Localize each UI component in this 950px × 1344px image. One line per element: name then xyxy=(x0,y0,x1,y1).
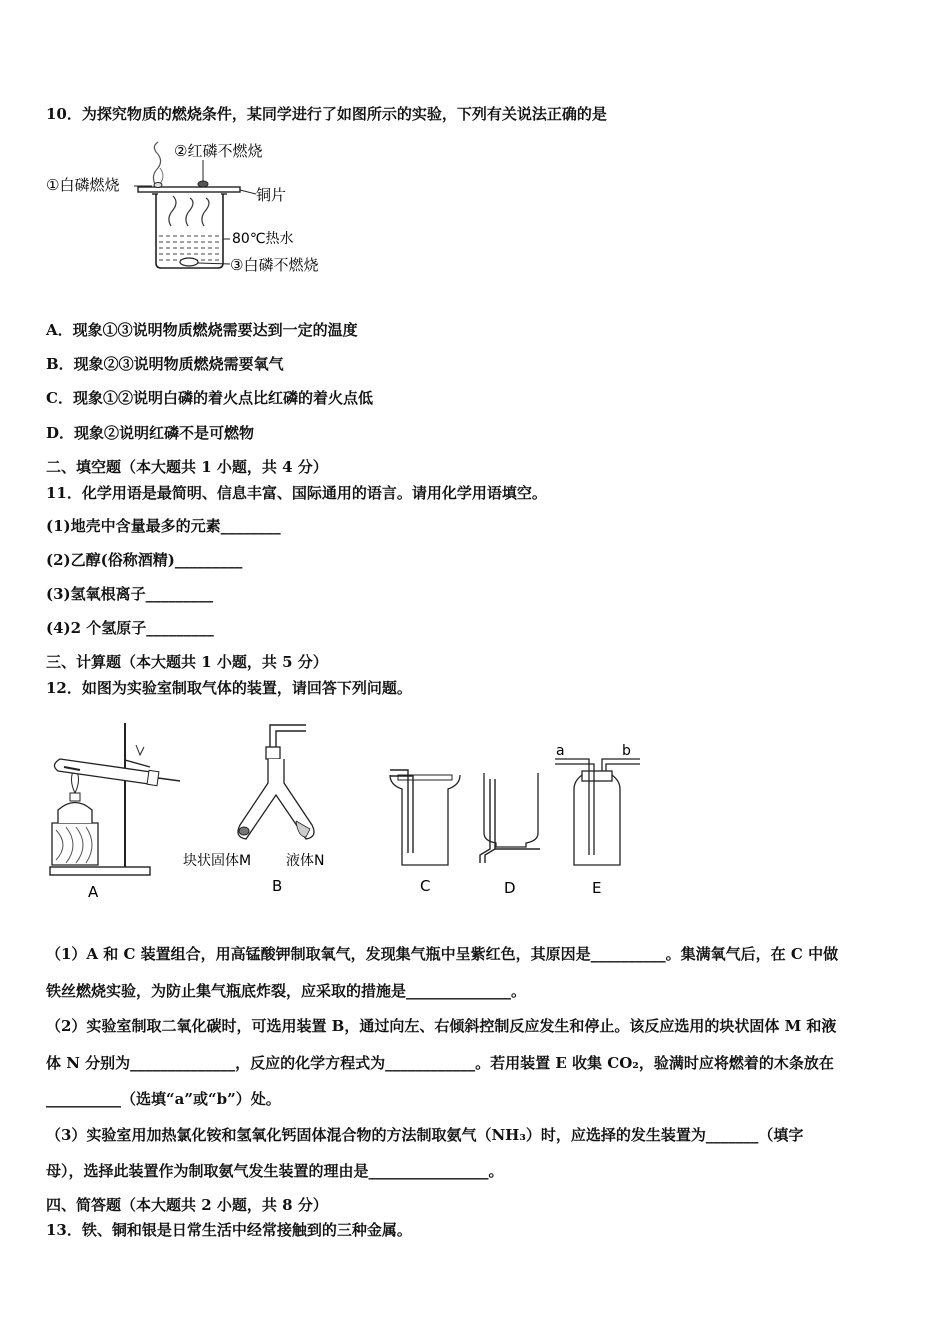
q12-p3-line1: （3）实验室用加热氯化铵和氢氧化钙固体混合物的方法制取氨气（NH₃）时，应选择的发生装置为_______（填字 xyxy=(46,1126,804,1144)
q12-p1-line2: 铁丝燃烧实验，为防止集气瓶底炸裂，应采取的措施是______________。 xyxy=(46,982,527,1000)
q11-item-1: (1)地壳中含量最多的元素________ xyxy=(46,517,281,535)
q11-stem: 11．化学用语是最简明、信息丰富、国际通用的语言。请用化学用语填空。 xyxy=(46,484,547,502)
q12-p3-line2: 母），选择此装置作为制取氨气发生装置的理由是________________。 xyxy=(46,1162,504,1180)
q12-p1-line1: （1）A 和 C 装置组合，用高锰酸钾制取氧气，发现集气瓶中呈紫红色，其原因是__________。集满氧气后，在 C 中做 xyxy=(46,945,839,963)
label-liquid-n: 液体N xyxy=(286,853,325,869)
combustion-experiment-figure xyxy=(46,138,346,278)
label-c: C xyxy=(420,877,431,895)
label-e: E xyxy=(592,879,602,897)
q10-option-a: A．现象①③说明物质燃烧需要达到一定的温度 xyxy=(46,321,358,339)
q10-option-b: B．现象②③说明物质燃烧需要氧气 xyxy=(46,355,284,373)
label-solid-m: 块状固体M xyxy=(183,853,252,869)
label-d: D xyxy=(504,879,516,897)
q10-option-d: D．现象②说明红磷不是可燃物 xyxy=(46,424,255,442)
section2-title: 二、填空题（本大题共 1 小题，共 4 分） xyxy=(46,458,328,476)
label-red-phosphorus: ②红磷不燃烧 xyxy=(174,142,263,160)
q11-item-4: (4)2 个氢原子_________ xyxy=(46,619,214,637)
gas-apparatus-figure xyxy=(40,715,660,905)
label-a: A xyxy=(88,883,99,901)
q12-stem: 12．如图为实验室制取气体的装置，请回答下列问题。 xyxy=(46,679,412,697)
q11-item-2: (2)乙醇(俗称酒精)_________ xyxy=(46,551,243,569)
label-white-phosphorus-water: ③白磷不燃烧 xyxy=(230,256,319,274)
q12-p2-line1: （2）实验室制取二氧化碳时，可选用装置 B，通过向左、右倾斜控制反应发生和停止。该反应选用的块状固体 M 和液 xyxy=(46,1017,837,1035)
label-copper-plate: 铜片 xyxy=(256,186,287,204)
apparatus-c xyxy=(390,770,460,895)
q12-p2-line3: __________（选填“a”或“b”）处。 xyxy=(46,1090,281,1108)
q13-stem: 13．铁、铜和银是日常生活中经常接触到的三种金属。 xyxy=(46,1221,412,1239)
label-white-phosphorus-burns: ①白磷燃烧 xyxy=(46,176,120,194)
apparatus-d xyxy=(480,773,540,897)
section4-title: 四、简答题（本大题共 2 小题，共 8 分） xyxy=(46,1196,328,1214)
q10-option-c: C．现象①②说明白磷的着火点比红磷的着火点低 xyxy=(46,389,373,407)
apparatus-a xyxy=(50,723,180,901)
section3-title: 三、计算题（本大题共 1 小题，共 5 分） xyxy=(46,653,328,671)
label-b: B xyxy=(272,877,283,895)
apparatus-b xyxy=(183,725,324,895)
q10-stem: 10．为探究物质的燃烧条件，某同学进行了如图所示的实验，下列有关说法正确的是 xyxy=(46,105,607,123)
q12-p2-line2: 体 N 分别为______________，反应的化学方程式为____________。若用装置 E 收集 CO₂，验满时应将燃着的木条放在 xyxy=(46,1054,834,1072)
label-port-a: a xyxy=(556,743,565,759)
q11-item-3: (3)氢氧根离子_________ xyxy=(46,585,214,603)
label-hot-water: 80℃热水 xyxy=(232,231,294,247)
label-port-b: b xyxy=(622,743,631,759)
apparatus-e xyxy=(555,743,640,897)
